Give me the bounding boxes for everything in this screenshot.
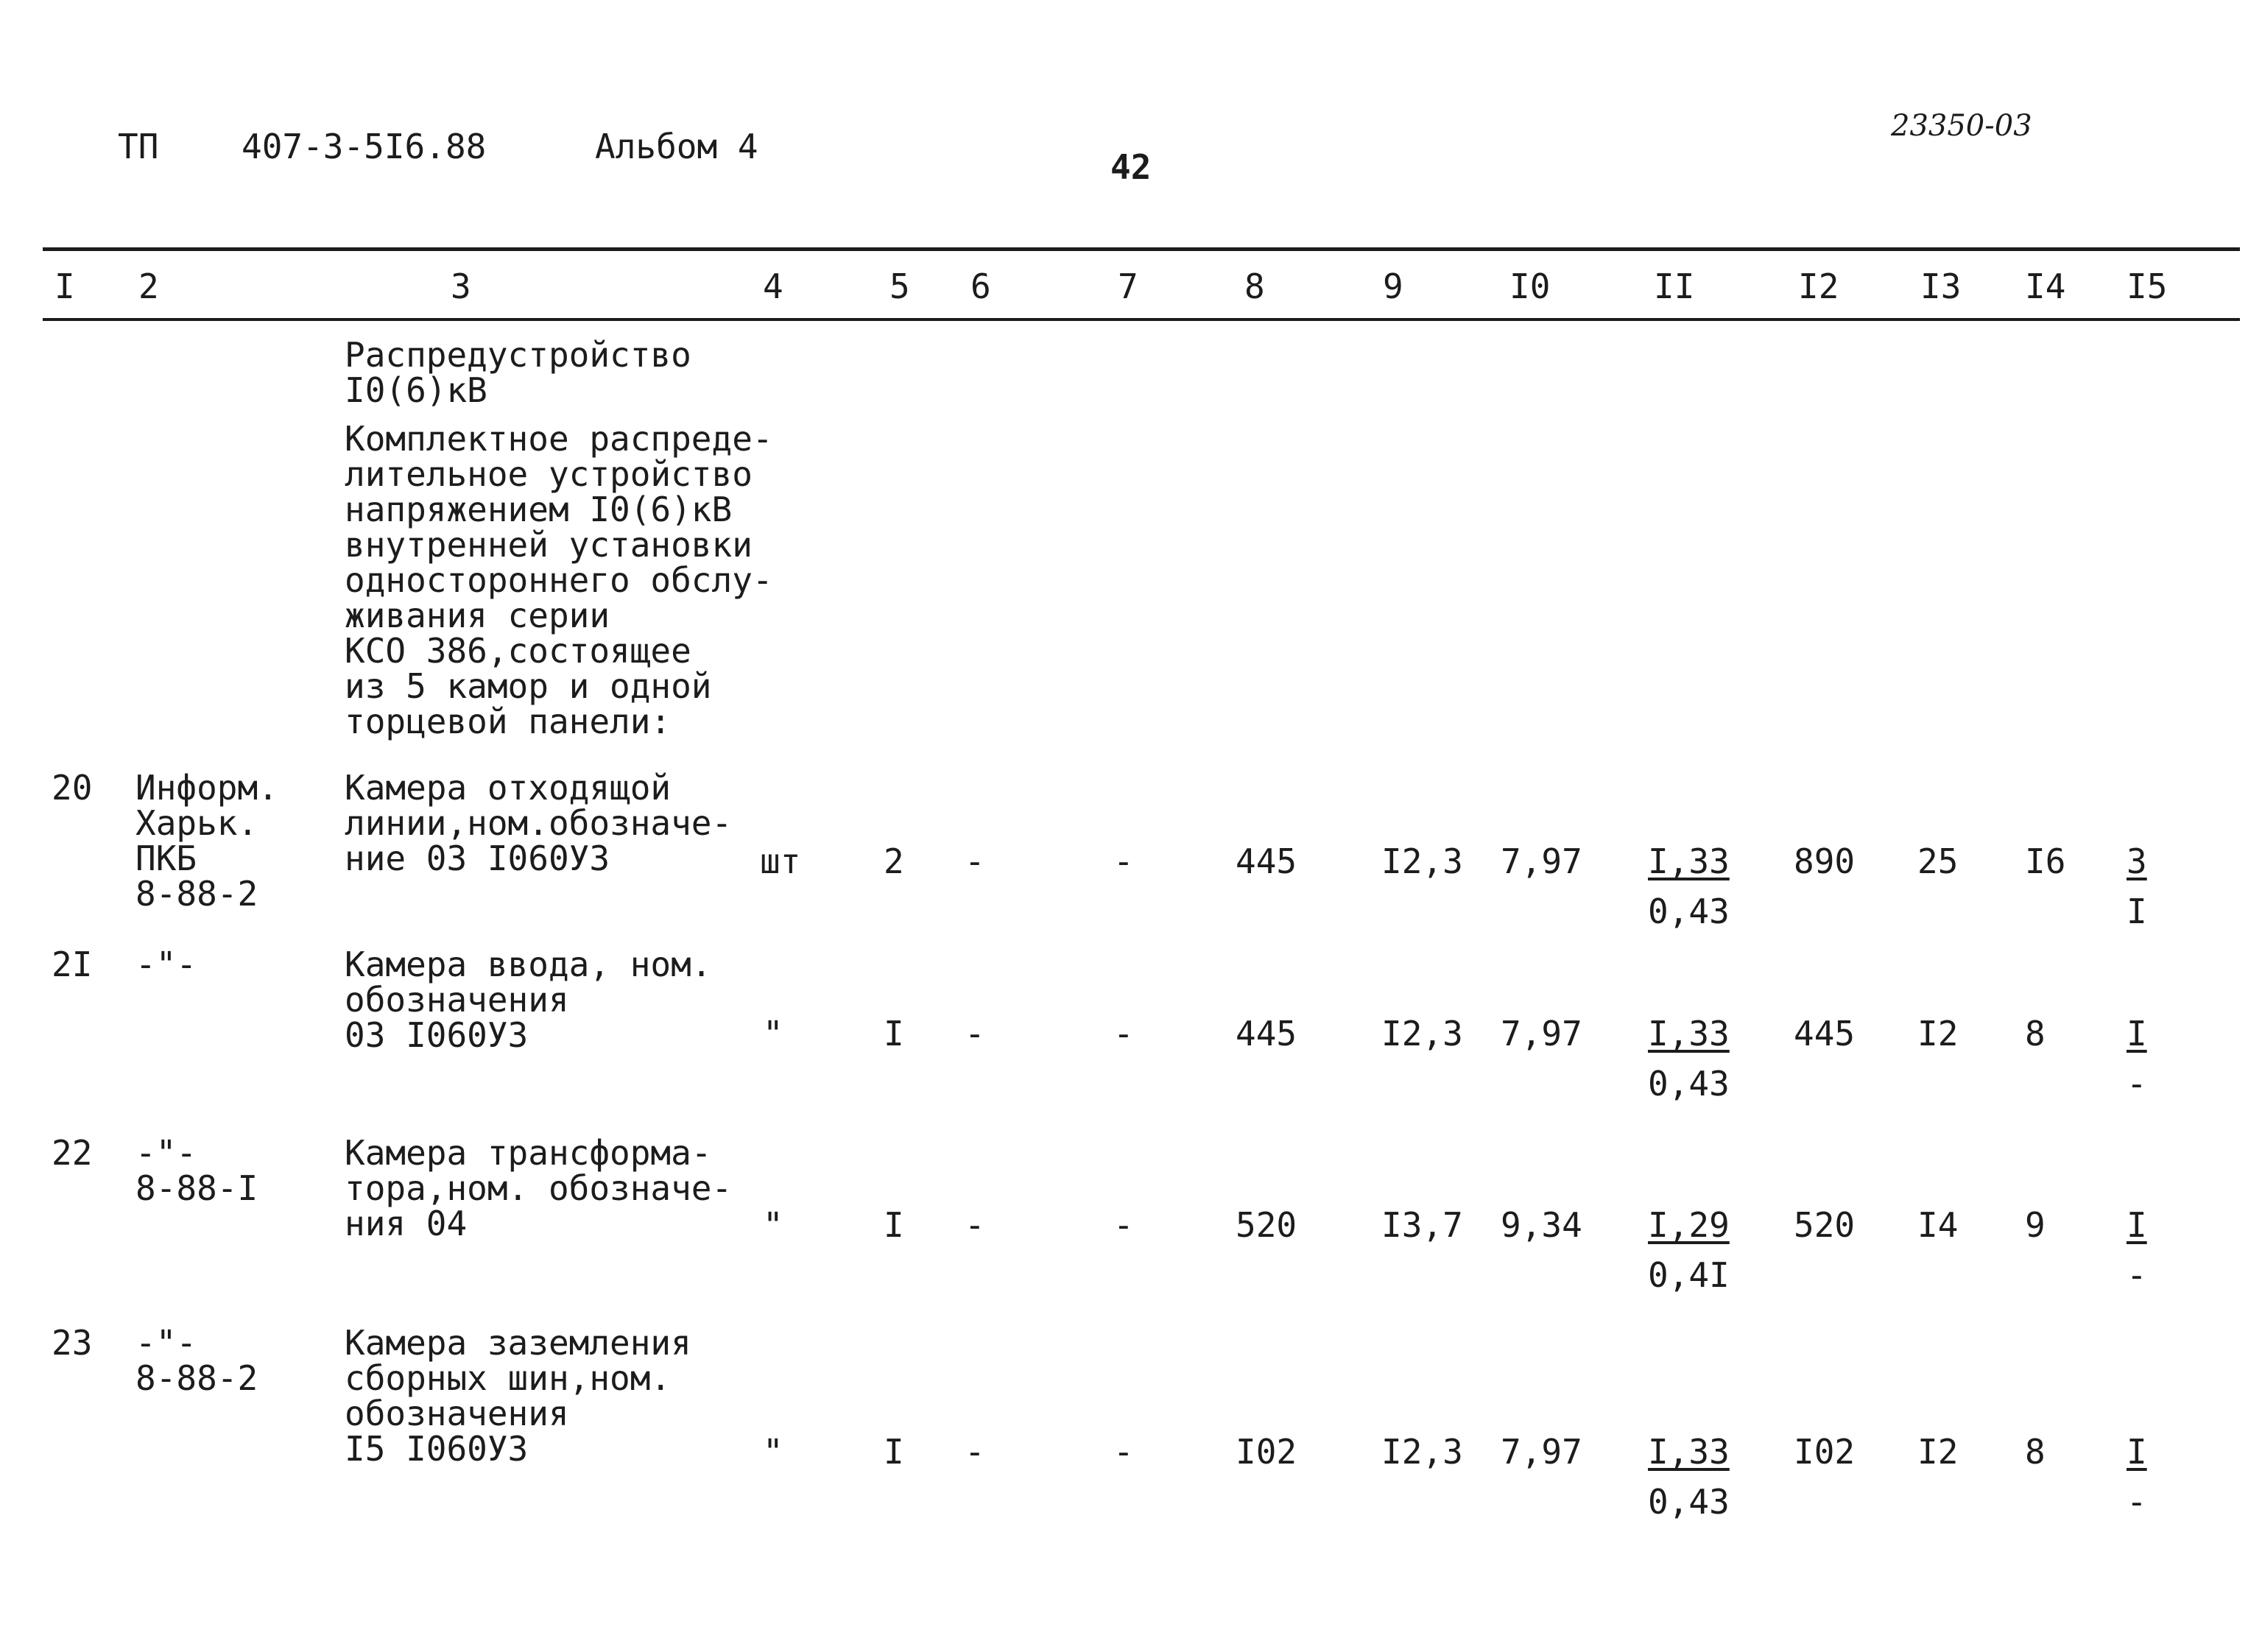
row-unit: шт xyxy=(760,841,801,881)
row-col10: 7,97 xyxy=(1501,1432,1582,1472)
row-col14: 8 xyxy=(2025,1432,2046,1472)
table-top-rule xyxy=(43,247,2240,251)
row-qty: I xyxy=(884,1014,904,1053)
row-col6: - xyxy=(965,841,985,881)
row-col11-bottom: 0,4I xyxy=(1648,1255,1730,1295)
column-header: 7 xyxy=(1118,266,1138,306)
column-header: I5 xyxy=(2127,266,2168,306)
row-col7: - xyxy=(1113,1205,1134,1245)
column-header: 4 xyxy=(763,266,783,306)
column-header: I xyxy=(54,266,75,306)
column-header: I3 xyxy=(1920,266,1962,306)
row-col15-top: 3 xyxy=(2127,841,2147,881)
row-col12: 890 xyxy=(1794,841,1856,881)
row-col12: 520 xyxy=(1794,1205,1856,1245)
row-col10: 7,97 xyxy=(1501,1014,1582,1053)
row-col7: - xyxy=(1113,1014,1134,1053)
row-qty: I xyxy=(884,1432,904,1472)
row-col13: 25 xyxy=(1917,841,1959,881)
row-col9: I2,3 xyxy=(1381,841,1463,881)
row-source: Информ. Харьк. ПКБ 8-88-2 xyxy=(135,768,278,914)
row-col11-bottom: 0,43 xyxy=(1648,1482,1730,1522)
row-col8: I02 xyxy=(1236,1432,1297,1472)
row-col11-bottom: 0,43 xyxy=(1648,892,1730,931)
row-col11-bottom: 0,43 xyxy=(1648,1064,1730,1104)
row-source: -"- 8-88-2 xyxy=(135,1323,258,1398)
row-name: Камера отходящой линии,ном.обозначе- ние 03 I060УЗ xyxy=(345,768,733,878)
row-col11-top: I,33 xyxy=(1648,841,1730,881)
row-source: -"- 8-88-I xyxy=(135,1133,258,1208)
row-col14: 9 xyxy=(2025,1205,2046,1245)
document-code: ТП xyxy=(118,127,159,166)
row-name: Камера трансформа- тора,ном. обозначе- ния 04 xyxy=(345,1133,733,1243)
row-col13: I2 xyxy=(1917,1432,1959,1472)
column-header: 5 xyxy=(889,266,910,306)
stamp-number: 23350-03 xyxy=(1891,109,2032,143)
row-col11-top: I,33 xyxy=(1648,1014,1730,1053)
column-header: I2 xyxy=(1798,266,1839,306)
row-col11-top: I,29 xyxy=(1648,1205,1730,1245)
row-col11-top: I,33 xyxy=(1648,1432,1730,1472)
column-header: I4 xyxy=(2025,266,2066,306)
row-col13: I4 xyxy=(1917,1205,1959,1245)
row-col15-bottom: - xyxy=(2127,1255,2147,1295)
row-col12: 445 xyxy=(1794,1014,1856,1053)
page-number: 42 xyxy=(1110,147,1152,187)
row-col6: - xyxy=(965,1205,985,1245)
section-description: Комплектное распреде- лительное устройство напряжением I0(6)кВ внутренней установки одностороннего обслу- живания серии КСО 386,состоящее из 5 камор и одной торцевой панели: xyxy=(345,419,773,741)
row-col14: 8 xyxy=(2025,1014,2046,1053)
row-col10: 7,97 xyxy=(1501,841,1582,881)
row-col9: I2,3 xyxy=(1381,1432,1463,1472)
row-col6: - xyxy=(965,1432,985,1472)
row-col13: I2 xyxy=(1917,1014,1959,1053)
row-unit: " xyxy=(763,1205,783,1245)
row-col7: - xyxy=(1113,1432,1134,1472)
row-name: Камера ввода, ном. обозначения 03 I060УЗ xyxy=(345,945,712,1055)
row-unit: " xyxy=(763,1014,783,1053)
column-header: II xyxy=(1654,266,1695,306)
row-number: 2I xyxy=(52,945,93,984)
row-col15-top: I xyxy=(2127,1205,2147,1245)
row-col8: 445 xyxy=(1236,1014,1297,1053)
row-col7: - xyxy=(1113,841,1134,881)
row-col9: I3,7 xyxy=(1381,1205,1463,1245)
section-title: Распредустройство I0(6)кВ xyxy=(345,335,691,410)
row-col15-bottom: I xyxy=(2127,892,2147,931)
row-unit: " xyxy=(763,1432,783,1472)
row-col15-top: I xyxy=(2127,1432,2147,1472)
row-number: 22 xyxy=(52,1133,93,1173)
row-col8: 445 xyxy=(1236,841,1297,881)
row-number: 23 xyxy=(52,1323,93,1363)
album-label: Альбом 4 xyxy=(595,127,758,166)
column-header: 6 xyxy=(970,266,991,306)
row-col8: 520 xyxy=(1236,1205,1297,1245)
column-header: 8 xyxy=(1244,266,1265,306)
column-header: 3 xyxy=(451,266,471,306)
row-col14: I6 xyxy=(2025,841,2066,881)
project-number: 407-3-5І6.88 xyxy=(242,127,487,166)
row-qty: I xyxy=(884,1205,904,1245)
row-col6: - xyxy=(965,1014,985,1053)
row-col12: I02 xyxy=(1794,1432,1856,1472)
row-qty: 2 xyxy=(884,841,904,881)
column-header: 2 xyxy=(138,266,159,306)
column-header: 9 xyxy=(1383,266,1403,306)
row-col10: 9,34 xyxy=(1501,1205,1582,1245)
row-col9: I2,3 xyxy=(1381,1014,1463,1053)
column-header: I0 xyxy=(1509,266,1551,306)
row-name: Камера заземления сборных шин,ном. обозначения I5 I060УЗ xyxy=(345,1323,691,1469)
row-col15-bottom: - xyxy=(2127,1064,2147,1104)
row-number: 20 xyxy=(52,768,93,808)
table-header-rule xyxy=(43,318,2240,321)
row-col15-bottom: - xyxy=(2127,1482,2147,1522)
row-source: -"- xyxy=(135,945,197,984)
row-col15-top: I xyxy=(2127,1014,2147,1053)
